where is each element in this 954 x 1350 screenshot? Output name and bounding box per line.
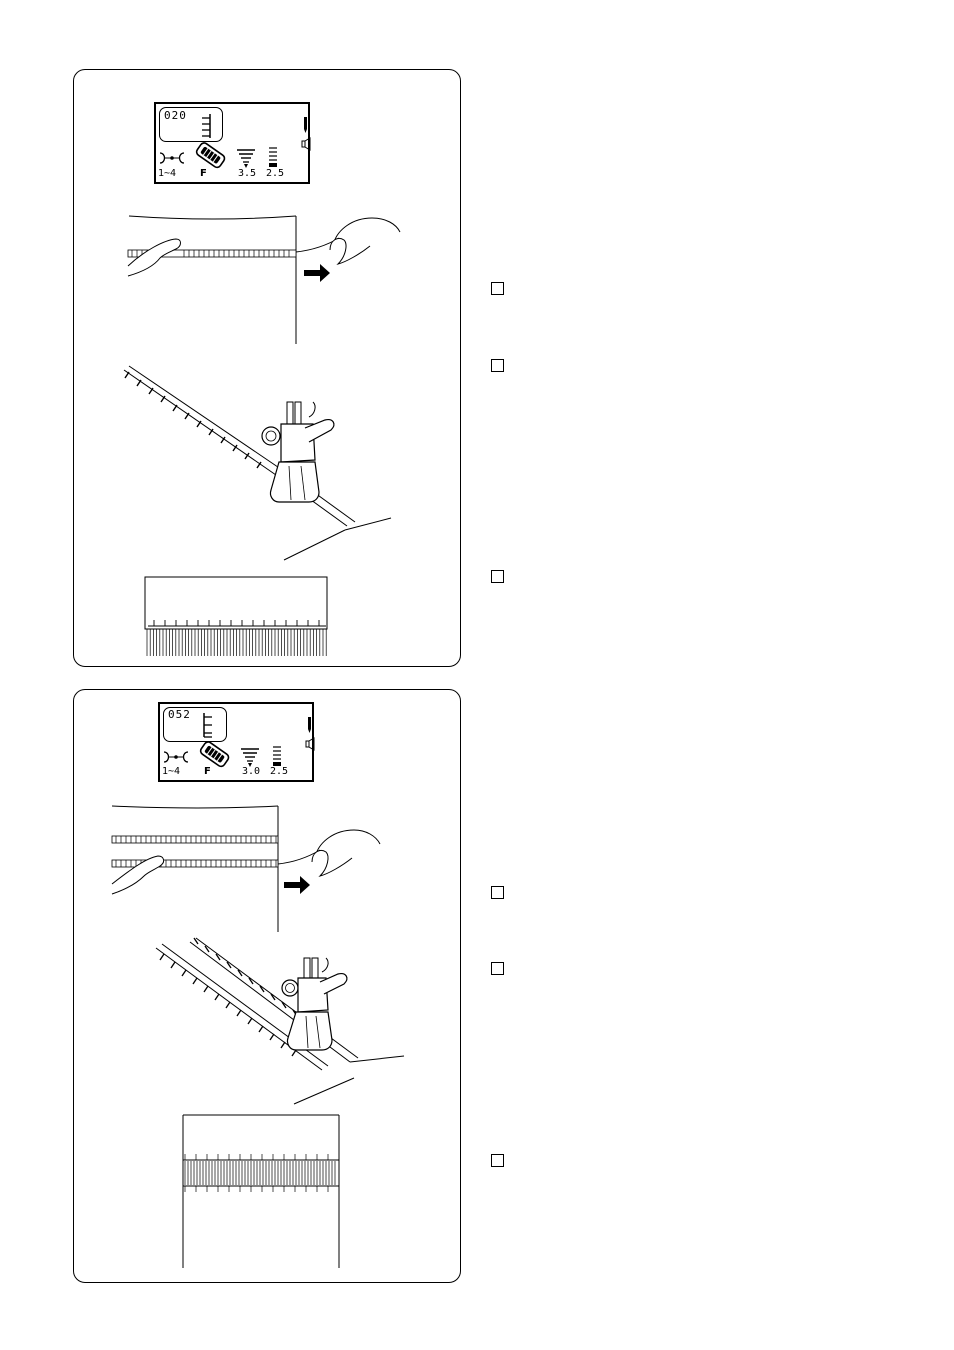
stitch-length-icon [266,146,280,168]
fabric-pull-thread-illustration [124,206,424,346]
illustration-panel-2 [73,689,461,1283]
presser-foot-icon [192,142,228,170]
step-checkbox-2 [491,359,504,372]
stitch-width-value: 3.0 [242,766,261,777]
thread-tension-icon [162,750,192,764]
pattern-number: 052 [168,708,191,721]
step-checkbox-1 [491,282,504,295]
lcd-display-1 [154,102,310,184]
step-checkbox-4 [491,886,504,899]
presser-foot-value: F [204,766,211,777]
fringe-result-illustration [182,1114,342,1270]
lcd-display-2 [158,702,314,782]
speaker-icon [306,738,316,750]
stitch-length-icon [270,745,284,767]
step-checkbox-6 [491,1154,504,1167]
fringe-result-illustration [144,576,330,658]
needle-icon [306,717,314,733]
fabric-pull-thread-illustration [110,800,410,940]
thread-tension-value: 1~4 [158,168,177,179]
stitch-width-value: 3.5 [238,168,257,179]
stitch-width-icon [240,747,260,767]
stitch-pattern-icon [196,112,216,142]
speaker-icon [302,138,312,150]
stitch-length-value: 2.5 [270,766,289,777]
step-checkbox-3 [491,570,504,583]
presser-foot-value: F [200,168,207,179]
thread-tension-icon [158,151,188,165]
step-checkbox-5 [491,962,504,975]
stitch-length-value: 2.5 [266,168,285,179]
sewing-foot-illustration [119,362,419,562]
thread-tension-value: 1~4 [162,766,181,777]
needle-icon [302,117,310,133]
pattern-number: 020 [164,109,187,122]
sewing-foot-illustration [154,938,454,1108]
presser-foot-icon [196,741,232,769]
stitch-pattern-icon [200,711,220,741]
stitch-width-icon [236,148,256,168]
illustration-panel-1 [73,69,461,667]
